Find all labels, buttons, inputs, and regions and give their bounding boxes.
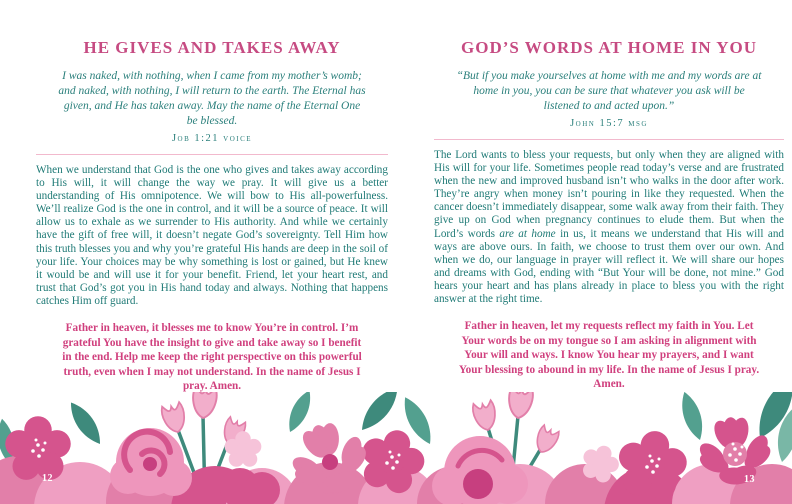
page-number-right: 13 <box>744 474 755 485</box>
scripture-epigraph-left: I was naked, with nothing, when I came from my mother’s womb; and naked, with nothing, I will return to the earth. The Eternal has given, and He has taken away. May the name of the Eternal One be blessed. <box>58 70 366 127</box>
body-segment: in us, it means we understand that His will and ways are above ours. In faith, we choose to trust them over our own. And when we do, our language in prayer will reflect it. We will share our hopes and dreams with God, ending with “But Your will be done, not mine.” God hears your heart and has plans already in place to bless you with the right answer at the right time. <box>434 227 785 306</box>
prayer-text-right: Father in heaven, let my requests reflect my faith in You. Let Your words be on my tongue so I am asking in alignment with Your will and ways. I know You hear my prayers, and I want Your blessing to abound in my life. In the name of Jesus I pray. Amen. <box>458 320 760 391</box>
scripture-reference-left: Job 1:21 voice <box>171 133 253 144</box>
divider-rule-right <box>434 139 784 140</box>
body-segment-italic: are at home <box>499 227 556 240</box>
page-left <box>36 0 388 394</box>
page-number-left: 12 <box>42 473 53 484</box>
devotional-title-left: HE GIVES AND TAKES AWAY <box>83 38 341 57</box>
devotional-body-left: When we understand that God is the one who gives and takes away according to His will, it will change the way we pray. It will give us a better understanding of His omnipotence. We will bow to His all-powerfulness. We’ll realize God is the one in control, and it will be a source of peace. It will allow us to exhale as we surrender to His authority. And while we certainly have the gift of free will, it doesn’t negate God’s sovereignty. Tell Him how this truth blesses you and why you’re grateful His hands are deep in the soil of your life. Your choices may be why something is lost or gained, but He knew it would be and will use it for your benefit. Friend, let your heart rest, and trust that God’s got you in His hand today and always. Nothing that happens catches Him off guard. <box>36 164 388 307</box>
divider-rule-left <box>36 154 388 155</box>
body-segment: The Lord wants to bless your requests, but only when they are aligned with His will for your life. Sometimes people read today’s verse and are frustrated when the new and improved husband isn’t who walks in the door after work. They’re angry when money isn’t pouring in like they requested. When the cancer doesn’t immediately disappear, some walk away from their faith. They give up on God when pregnancy continues to elude them. But when the Lord’s words <box>434 149 784 240</box>
scripture-epigraph-right: “But if you make yourselves at home with me and my words are at home in you, you can be sure that whatever you ask will be listened to and acted upon.” <box>456 70 762 112</box>
floral-border-illustration <box>0 392 792 504</box>
devotional-body-right <box>434 149 784 306</box>
devotional-title-right: GOD’S WORDS AT HOME IN YOU <box>461 38 757 57</box>
page-right <box>434 0 784 392</box>
prayer-text-left: Father in heaven, it blesses me to know You’re in control. I’m grateful You have the insight to give and take away so I benefit in the end. Help me keep the right perspective on this powerful truth, even when I may not understand. In the name of Jesus I pray. Amen. <box>62 322 362 393</box>
scripture-reference-right: John 15:7 msg <box>570 118 648 129</box>
